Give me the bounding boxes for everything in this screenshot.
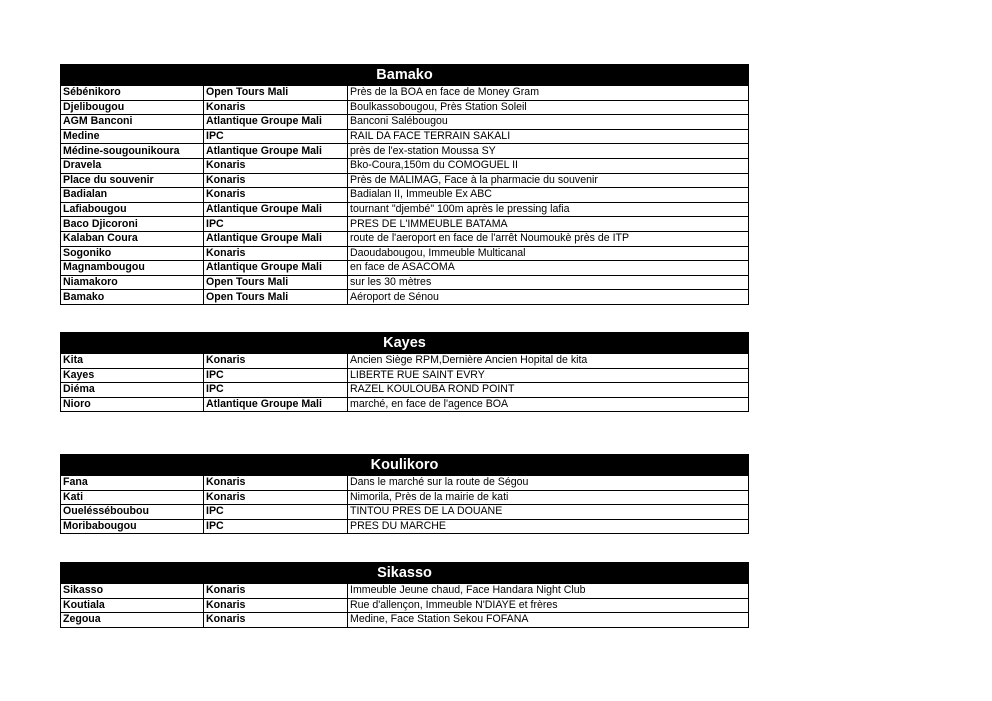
city-cell: Fana (61, 476, 204, 491)
table-row (61, 246, 749, 261)
address-cell: Badialan II, Immeuble Ex ABC (348, 188, 749, 203)
agency-cell: IPC (204, 368, 348, 383)
city-cell: Kita (61, 354, 204, 369)
address-cell: près de l'ex-station Moussa SY (348, 144, 749, 159)
table-row (61, 86, 749, 101)
city-cell: Sikasso (61, 584, 204, 599)
address-cell: RAZEL KOULOUBA ROND POINT (348, 383, 749, 398)
agency-cell: Konaris (204, 490, 348, 505)
table-row (61, 217, 749, 232)
address-cell: Rue d'allençon, Immeuble N'DIAYE et frères (348, 598, 749, 613)
table-row (61, 505, 749, 520)
agency-cell: IPC (204, 383, 348, 398)
agency-cell: Open Tours Mali (204, 290, 348, 305)
agency-cell: Atlantique Groupe Mali (204, 397, 348, 412)
city-cell: Djelibougou (61, 100, 204, 115)
table-row (61, 115, 749, 130)
address-cell: Medine, Face Station Sekou FOFANA (348, 613, 749, 628)
city-cell: Zegoua (61, 613, 204, 628)
address-cell: sur les 30 mètres (348, 275, 749, 290)
table-row (61, 368, 749, 383)
address-cell: en face de ASACOMA (348, 261, 749, 276)
agency-cell: Atlantique Groupe Mali (204, 144, 348, 159)
address-cell: tournant "djembé" 100m après le pressing lafia (348, 202, 749, 217)
agency-cell: Konaris (204, 613, 348, 628)
agency-cell: Open Tours Mali (204, 86, 348, 101)
city-cell: Kayes (61, 368, 204, 383)
table-row (61, 490, 749, 505)
table-row (61, 275, 749, 290)
city-cell: Médine-sougounikoura (61, 144, 204, 159)
address-cell: Dans le marché sur la route de Ségou (348, 476, 749, 491)
region-header: Sikasso (61, 563, 749, 584)
table-row (61, 129, 749, 144)
city-cell: Kalaban Coura (61, 231, 204, 246)
agency-cell: Atlantique Groupe Mali (204, 115, 348, 130)
region-header: Koulikoro (61, 455, 749, 476)
region-table-bamako (60, 64, 749, 305)
city-cell: Medine (61, 129, 204, 144)
address-cell: RAIL DA FACE TERRAIN SAKALI (348, 129, 749, 144)
city-cell: Baco Djicoroni (61, 217, 204, 232)
address-cell: Banconi Salébougou (348, 115, 749, 130)
city-cell: Sébénikoro (61, 86, 204, 101)
agency-cell: Konaris (204, 476, 348, 491)
table-row (61, 598, 749, 613)
address-cell: Près de la BOA en face de Money Gram (348, 86, 749, 101)
address-cell: Près de MALIMAG, Face à la pharmacie du souvenir (348, 173, 749, 188)
region-table-sikasso (60, 562, 749, 628)
address-cell: Aéroport de Sénou (348, 290, 749, 305)
address-cell: Nimorila, Près de la mairie de kati (348, 490, 749, 505)
address-cell: Ancien Siège RPM,Dernière Ancien Hopital de kita (348, 354, 749, 369)
agency-cell: Konaris (204, 598, 348, 613)
city-cell: Bamako (61, 290, 204, 305)
agency-cell: Konaris (204, 584, 348, 599)
city-cell: Diéma (61, 383, 204, 398)
address-cell: TINTOU PRES DE LA DOUANE (348, 505, 749, 520)
agency-cell: Konaris (204, 100, 348, 115)
agency-cell: IPC (204, 129, 348, 144)
address-cell: PRES DE L'IMMEUBLE BATAMA (348, 217, 749, 232)
city-cell: Sogoniko (61, 246, 204, 261)
agency-cell: IPC (204, 505, 348, 520)
agency-cell: IPC (204, 519, 348, 534)
table-row (61, 261, 749, 276)
city-cell: Moribabougou (61, 519, 204, 534)
city-cell: AGM Banconi (61, 115, 204, 130)
agency-cell: IPC (204, 217, 348, 232)
address-cell: Daoudabougou, Immeuble Multicanal (348, 246, 749, 261)
agency-cell: Konaris (204, 354, 348, 369)
table-row (61, 519, 749, 534)
address-cell: marché, en face de l'agence BOA (348, 397, 749, 412)
agency-cell: Atlantique Groupe Mali (204, 231, 348, 246)
agency-cell: Konaris (204, 173, 348, 188)
agency-cell: Atlantique Groupe Mali (204, 261, 348, 276)
table-row (61, 290, 749, 305)
table-row (61, 397, 749, 412)
table-row (61, 202, 749, 217)
city-cell: Dravela (61, 158, 204, 173)
table-row (61, 476, 749, 491)
agency-cell: Konaris (204, 246, 348, 261)
address-cell: route de l'aeroport en face de l'arrêt Noumoukè près de ITP (348, 231, 749, 246)
region-header: Bamako (61, 65, 749, 86)
agency-cell: Atlantique Groupe Mali (204, 202, 348, 217)
city-cell: Badialan (61, 188, 204, 203)
table-row (61, 354, 749, 369)
city-cell: Koutiala (61, 598, 204, 613)
city-cell: Ouelésséboubou (61, 505, 204, 520)
address-cell: Bko-Coura,150m du COMOGUEL II (348, 158, 749, 173)
city-cell: Kati (61, 490, 204, 505)
region-table-koulikoro (60, 454, 749, 534)
region-header: Kayes (61, 333, 749, 354)
table-row (61, 584, 749, 599)
city-cell: Nioro (61, 397, 204, 412)
city-cell: Magnambougou (61, 261, 204, 276)
agency-cell: Konaris (204, 158, 348, 173)
address-cell: Immeuble Jeune chaud, Face Handara Night Club (348, 584, 749, 599)
address-cell: PRES DU MARCHE (348, 519, 749, 534)
city-cell: Lafiabougou (61, 202, 204, 217)
address-cell: LIBERTE RUE SAINT EVRY (348, 368, 749, 383)
agency-cell: Konaris (204, 188, 348, 203)
table-row (61, 231, 749, 246)
table-row (61, 144, 749, 159)
city-cell: Niamakoro (61, 275, 204, 290)
table-row (61, 383, 749, 398)
table-row (61, 188, 749, 203)
table-row (61, 613, 749, 628)
city-cell: Place du souvenir (61, 173, 204, 188)
region-table-kayes (60, 332, 749, 412)
agency-cell: Open Tours Mali (204, 275, 348, 290)
table-row (61, 173, 749, 188)
table-row (61, 158, 749, 173)
address-cell: Boulkassobougou, Près Station Soleil (348, 100, 749, 115)
table-row (61, 100, 749, 115)
